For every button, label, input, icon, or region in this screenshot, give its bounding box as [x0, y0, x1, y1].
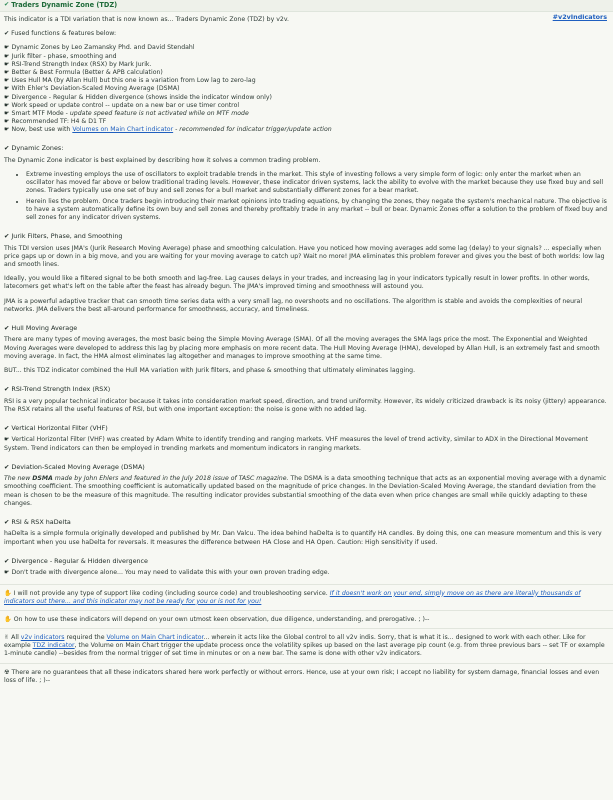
feature-item: ☛ Now, best use with Volumes on Main Chart indicator - recommended for indicator trigger/update action	[4, 126, 332, 134]
warning-icon: ☢	[4, 668, 10, 676]
footer-note: ✌ All v2v indicators required the Volume on Main Chart indicator... wherein it acts like the Global control to all v2v indis. Sorry, that is what it is... designed to work with each other. Like for example TDZ indicator, the Volume on Main Chart trigger the update process once the volatility spikes up based on the last average pip count (e.g. from three previous bars -- set TF or example 1-minute candle) --besides from the normal trigger of set time in minutes or on a new bar. The same is done with other v2v indicators.	[0, 629, 613, 664]
feature-item: ☛ Jurik filter - phase, smoothing and	[4, 52, 117, 60]
footer-note: ✋ On how to use these indicators will depend on your own utmost keen observation, due diligence, understanding, and prerogative. ; )--	[0, 611, 613, 629]
pointer-icon: ☛	[4, 101, 10, 109]
pointer-icon: ☛	[4, 52, 10, 60]
hashtag-link[interactable]: #v2vIndicators	[552, 13, 607, 21]
section-heading-dynamic-zones: ✔ Dynamic Zones:	[4, 144, 64, 153]
paragraph: There are many types of moving averages, the most basic being the Simple Moving Average (SMA). Of all the moving averages the SMA lags price the most. The Exponential and Weighted Moving Averages were developed to address this lag by placing more emphasis on more recent data. The Hull Moving Average (HMA), developed by Allan Hull, is an extremely fast and smooth moving average. In fact, the HMA almost eliminates lag altogether and manages to improve smoothing at the same time.	[4, 336, 600, 360]
pointer-icon: ☛	[4, 569, 10, 577]
feature-item: ☛ Divergence - Regular & Hidden divergence (shows inside the indicator window only)	[4, 93, 272, 101]
paragraph: haDelta is a simple formula originally developed and published by Mr. Dan Valcu. The idea behind haDelta is to quantify HA candles. By doing this, one can measure momentum and this is very important when you use haDelta for reversals. It measures the difference between HA Close and HA Open. Caution: High sensitivity if used.	[4, 530, 602, 546]
hand-icon: ✋	[4, 589, 12, 597]
paragraph: ☛ Don't trade with divergence alone... You may need to validate this with your own proven trading edge.	[4, 569, 330, 577]
paragraph: RSI is a very popular technical indicator because it takes into consideration market speed, direction, and trend uniformity. However, its widely criticized drawback is its noisy (jittery) appearance. The RSX retains all the useful features of RSI, but with one important exception: the noise is gone with no added lag.	[4, 397, 607, 413]
pointer-icon: ☛	[4, 68, 10, 76]
section-heading-hadelta: ✔ RSI & RSX haDelta	[4, 518, 71, 527]
pointer-icon: ☛	[4, 60, 10, 68]
pointer-icon: ☛	[4, 118, 10, 126]
fused-heading: ✔ Fused functions & features below:	[4, 30, 117, 38]
feature-item: ☛ RSI-Trend Strength Index (RSX) by Mark Jurik.	[4, 60, 152, 68]
feature-item: ☛ Dynamic Zones by Leo Zamansky Phd. and David Stendahl	[4, 44, 195, 52]
section-heading-hull: ✔ Hull Moving Average	[4, 323, 78, 332]
paragraph: Ideally, you would like a filtered signal to be both smooth and lag-free. Lag causes delays in your trades, and increasing lag in your indicators typically result in lower profits. In other words, latecomers get what's left on the table after the feast has already begun. The JMA's improved timing and smoothness will astound you.	[4, 275, 590, 291]
feature-item: ☛ Work speed or update control -- update on a new bar or use timer control	[4, 101, 240, 109]
tdz-indicator-link[interactable]: TDZ indicator	[32, 642, 75, 650]
section-heading-vhf: ✔ Vertical Horizontal Filter (VHF)	[4, 424, 108, 432]
footer-note: ☢ There are no guarantees that all these indicators shared here work perfectly or without errors. Hence, use at your own risk; I accept no liability for system damage, financial losses and even loss of life. ; )--	[4, 668, 600, 684]
page-title: Traders Dynamic Zone (TDZ)	[11, 1, 118, 10]
dz-intro: The Dynamic Zone indicator is best explained by describing how it solves a common trading problem.	[4, 156, 321, 164]
paragraph: BUT... this TDZ indicator combined the Hull MA variation with Jurik filters, and phase & smoothing that ultimately eliminates lagging.	[4, 366, 416, 374]
intro-text: This indicator is a TDI variation that is now known as... Traders Dynamic Zone (TDZ) by v2v.	[4, 16, 289, 23]
dz-bullet: • Extreme investing employs the use of oscillators to exploit tradable trends in the market. This style of investing follows a very simple form of logic: only enter the market when an oscillator has moved far above or below traditional trading levels. However, these indicator driven systems, lack the ability to evolve with the market because they use fixed buy and sell zones. Traders typically use one set of buy and sell zones for a bull market and substantially different zones for a bear market.	[26, 171, 609, 196]
feature-item: ☛ Uses Hull MA (by Allan Hull) but this one is a variation from Low lag to zero-lag	[4, 77, 256, 85]
victory-icon: ✌	[4, 634, 10, 642]
paragraph: This TDI version uses JMA's (Jurik Research Moving Average) phase and smoothing calculation. Have you noticed how moving averages add some lag (delay) to your signals? ... especially when price gaps up or down in a big move, and you are waiting for your moving average to catch up? Wait no more! JMA eliminates this problem forever and gives you the best of both worlds: low lag and smooth lines.	[4, 244, 605, 269]
pointer-icon: ☛	[4, 436, 10, 444]
volume-main-chart-link[interactable]: Volume on Main Chart indicator	[106, 634, 204, 642]
feature-item: ☛ With Ehler's Deviation-Scaled Moving Average (DSMA)	[4, 85, 180, 93]
section-heading-dsma: ✔ Deviation-Scaled Moving Average (DSMA)	[4, 462, 145, 471]
v2v-indicators-link[interactable]: v2v indicators	[20, 634, 65, 642]
check-icon: ✔	[4, 30, 10, 38]
feature-item: ☛ Recommended TF: H4 & D1 TF	[4, 118, 107, 126]
dz-bullet-list	[4, 171, 609, 222]
feature-item: ☛ Better & Best Formula (Better & APB calculation)	[4, 68, 163, 76]
title-bar	[0, 0, 613, 12]
pointer-icon: ☛	[4, 109, 10, 117]
pointer-icon: ☛	[4, 126, 10, 134]
section-heading-divergence: ✔ Divergence - Regular & Hidden divergence	[4, 556, 148, 565]
dz-bullet: • Herein lies the problem. Once traders begin introducing their market opinions into trading equations, by changing the zones, they negate the system's mechanical nature. The objective is to have a system automatically define its own buy and sell zones and thereby profitably trade in any market -- bull or bear. Dynamic Zones offer a solution to the problem of fixed buy and sell zones for any indicator driven systems.	[26, 198, 609, 223]
section-heading-jurik: ✔ Jurik Filters, Phase, and Smoothing	[4, 232, 123, 241]
paragraph: ☛ Vertical Horizontal Filter (VHF) was created by Adam White to identify trending and ranging markets. VHF measures the level of trend activity, similar to ADX in the Directional Movement System. Trend indicators can then be employed in trending markets and momentum indicators in ranging markets.	[4, 436, 589, 452]
check-icon: ✔	[4, 1, 10, 9]
feature-list	[4, 44, 609, 134]
feature-item: ☛ Smart MTF Mode - update speed feature is not activated while on MTF mode	[4, 109, 249, 117]
hand-icon: ✋	[4, 615, 12, 623]
paragraph: The new DSMA made by John Ehlers and featured in the July 2018 issue of TASC magazine. The DSMA is a data smoothing technique that acts as an exponential moving average with a dynamic smoothing coefficient. The smoothing coefficient is automatically updated based on the magnitude of price changes. In the Deviation-Scaled Moving Average, the standard deviation from the mean is chosen to be the measure of this magnitude. The resulting indicator provides substantial smoothing of the data even when price changes are small while quickly adapting to these changes.	[4, 475, 607, 507]
section-heading-rsx: ✔ RSI-Trend Strength Index (RSX)	[4, 385, 111, 394]
footer-note: ✋ I will not provide any type of support like coding (including source code) and troubleshooting service. If it doesn't work on your end, simply move on as there are literally thousands of indicators out there... and this indicator may not be ready for you or is not for you!	[0, 585, 613, 611]
volumes-link[interactable]: Volumes on Main Chart indicator	[72, 126, 174, 134]
pointer-icon: ☛	[4, 77, 10, 85]
pointer-icon: ☛	[4, 93, 10, 101]
pointer-icon: ☛	[4, 85, 10, 93]
paragraph: JMA is a powerful adaptive tracker that can smooth time series data with a very small lag, no overshoots and no oscillations. The algorithm is stable and avoids the complexities of neural networks. JMA delivers the best all-around performance for smoothness, accuracy, and timeliness.	[4, 297, 583, 313]
pointer-icon: ☛	[4, 44, 10, 52]
